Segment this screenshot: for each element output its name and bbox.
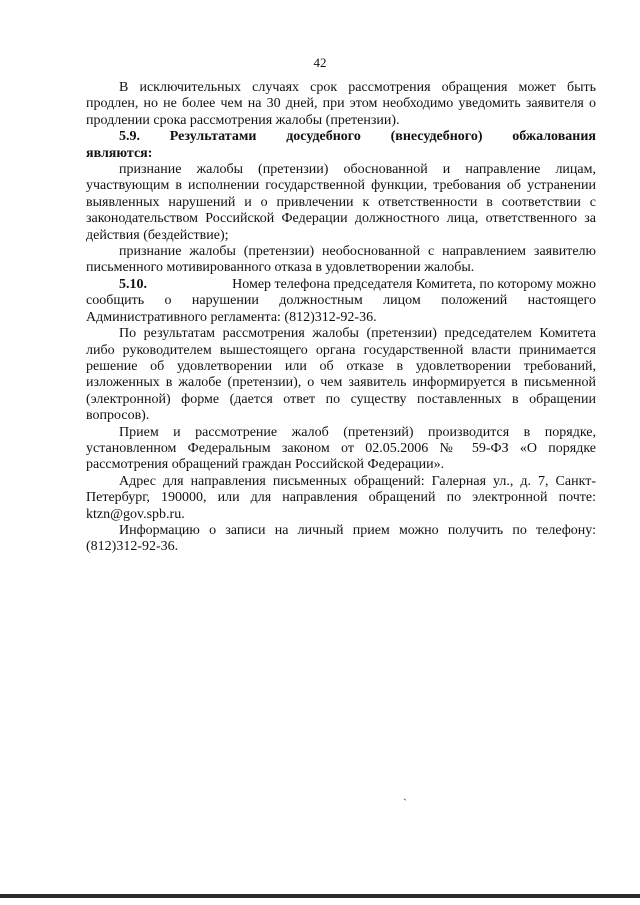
section-5-9-heading-tail: являются: bbox=[86, 145, 153, 161]
page-number: 42 bbox=[313, 55, 327, 70]
section-5-10-line1: 5.10. Номер телефона председателя Комитета, по которому можно bbox=[119, 276, 596, 292]
scan-edge-bar bbox=[0, 894, 640, 898]
paragraph-extension-term: В исключительных случаях срок рассмотрения обращения может быть продлен, но не более чем на 30 дней, при этом необходимо уведомить заявителя о продлении срока рассмотрения жалобы (претензии). bbox=[86, 80, 596, 128]
paragraph-decision: По результатам рассмотрения жалобы (претензии) председателем Комитета либо руководителем вышестоящего органа государственной власти принимается решение об удовлетворении или об отказе в удовлетворении требований, изложенных в жалобе (претензии), о чем заявитель информируется в письменной (электронной) форме (дается ответ по существу поставленных в обращении вопросов). bbox=[86, 326, 596, 424]
paragraph-complaint-justified: признание жалобы (претензии) обоснованной и направление лицам, участвующим в исполнении государственной функции, требования об устранении выявленных нарушений и о привлечении к ответственности в соответствии с законодательством Российской Федерации должностного лица, ответственного за действия (бездействие); bbox=[86, 162, 596, 243]
section-5-10-number: 5.10. bbox=[119, 276, 147, 292]
section-5-9-heading: 5.9. Результатами досудебного (внесудебного) обжалования bbox=[119, 129, 596, 145]
paragraph-complaint-unjustified: признание жалобы (претензии) необоснованной с направлением заявителю письменного мотивированного отказа в удовлетворении жалобы. bbox=[86, 244, 596, 276]
scan-mark: ˏ bbox=[403, 787, 407, 801]
section-5-10-line2: сообщить о нарушении должностным лицом положений настоящего bbox=[86, 293, 596, 309]
section-5-9-number: 5.9. bbox=[119, 129, 140, 145]
paragraph-address: Адрес для направления письменных обращений: Галерная ул., д. 7, Санкт-Петербург, 190000, или для направления обращений по электронной почте: ktzn@gov.spb.ru. bbox=[86, 473, 596, 522]
paragraph-phone-info: Информацию о записи на личный прием можно получить по телефону: (812)312-92-36. bbox=[86, 522, 596, 555]
section-5-10-line3: Административного регламента: (812)312-92-36. bbox=[86, 309, 377, 325]
document-body bbox=[86, 80, 596, 556]
paragraph-procedure: Прием и рассмотрение жалоб (претензий) производится в порядке, установленном Федеральным законом от 02.05.2006 № 59-ФЗ «О порядке рассмотрения обращений граждан Российской Федерации». bbox=[86, 424, 596, 473]
